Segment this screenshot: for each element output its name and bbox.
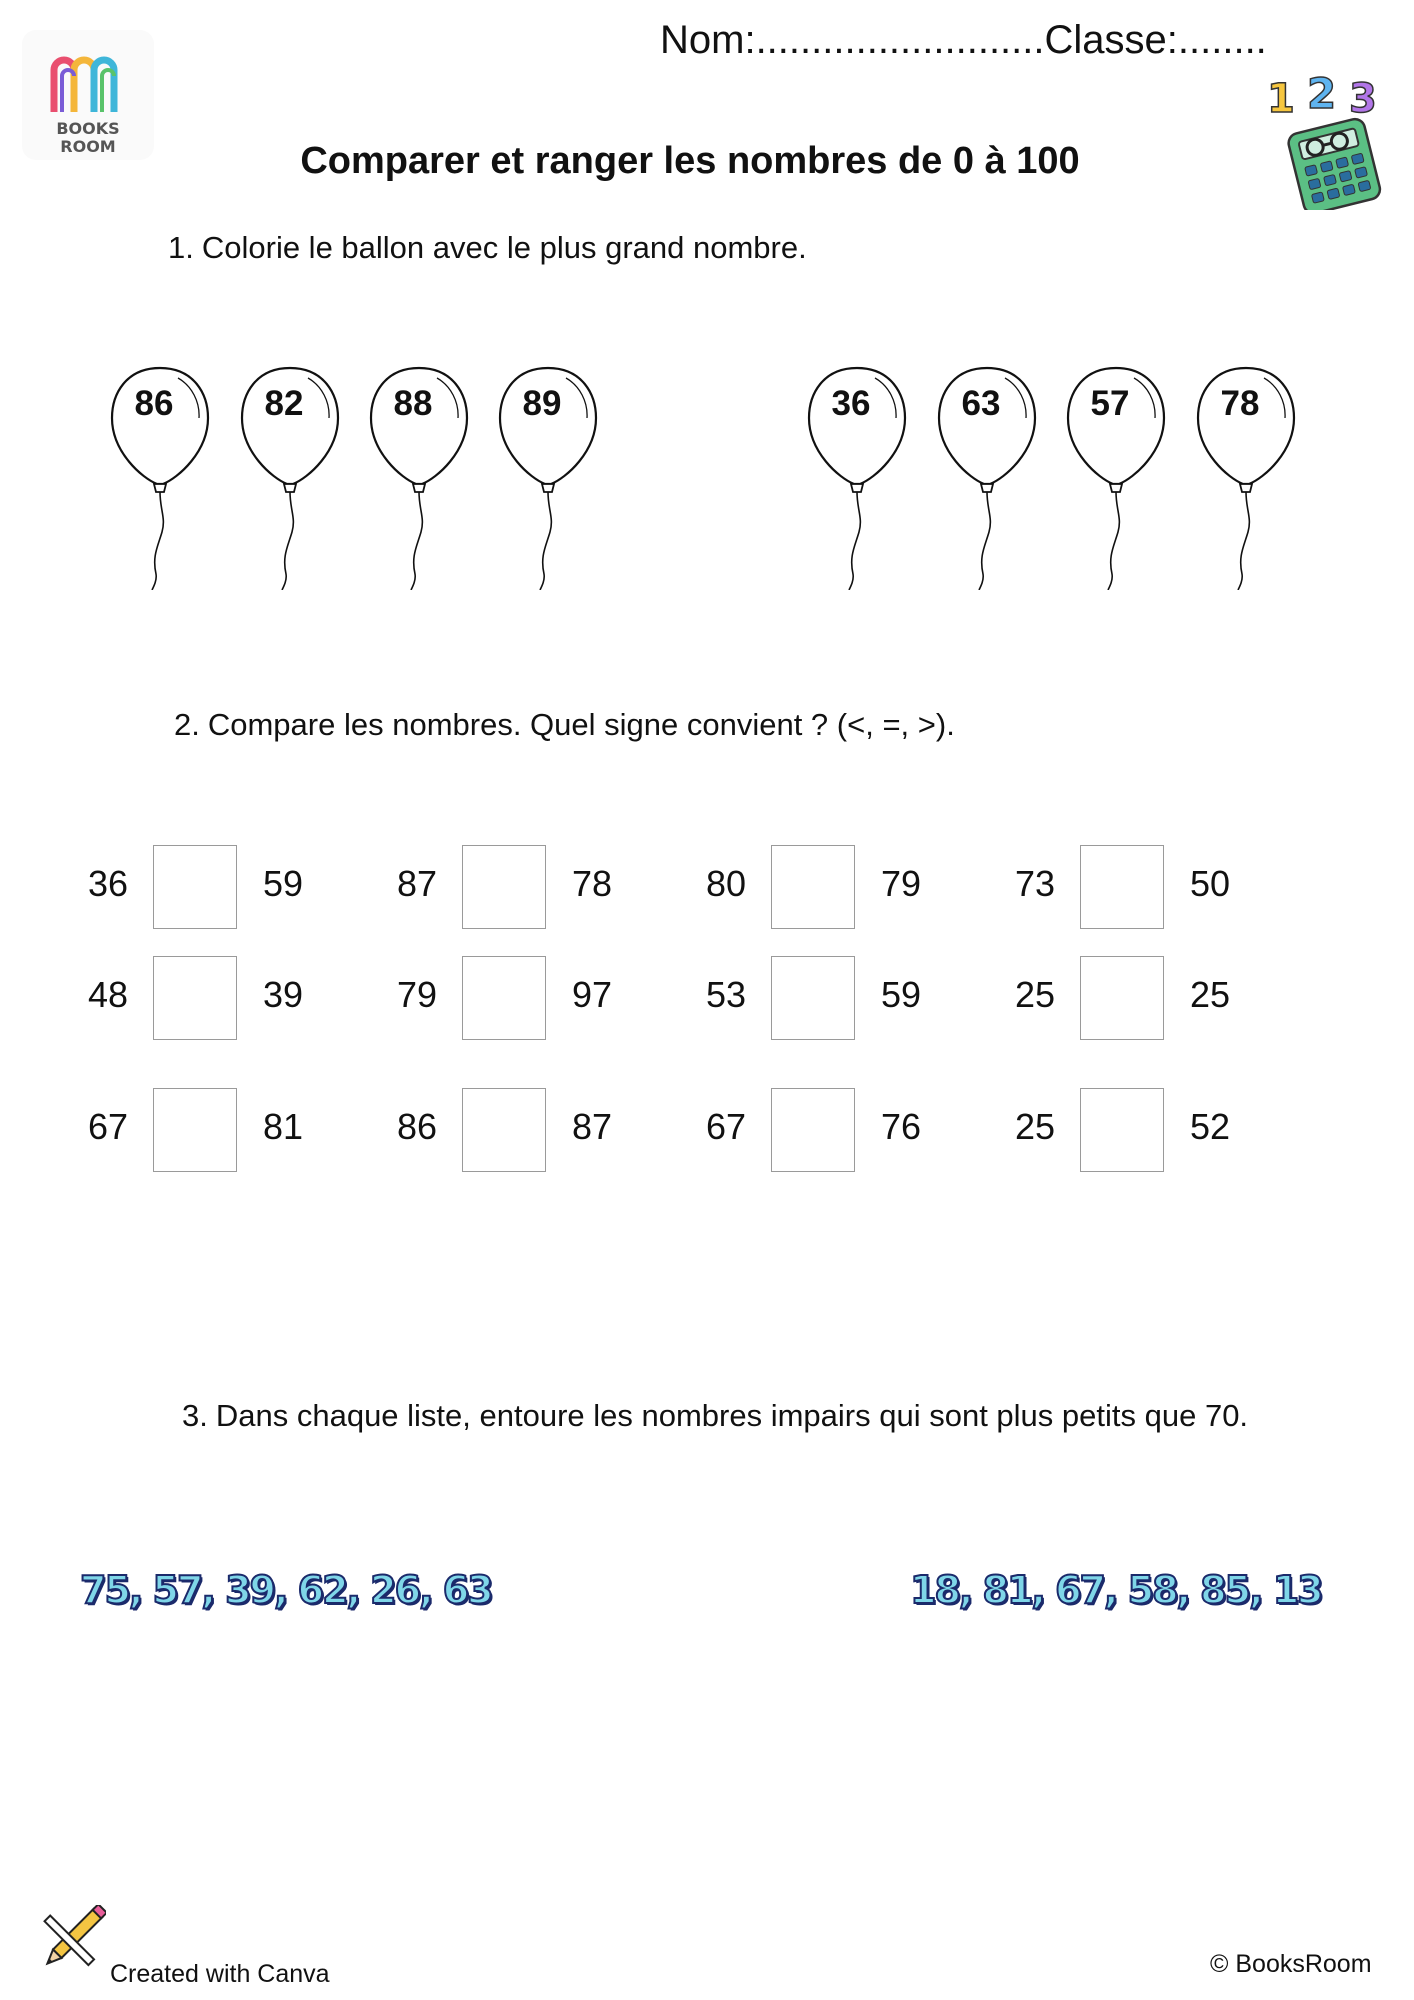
answer-box[interactable] <box>771 956 855 1040</box>
compare-right-number: 79 <box>881 863 922 904</box>
compare-right-number: 50 <box>1190 863 1231 904</box>
question-2-number: 2. <box>174 707 200 742</box>
logo-text-room: ROOM <box>60 137 116 156</box>
compare-left-number: 80 <box>706 863 747 904</box>
compare-right-number: 39 <box>263 974 304 1015</box>
compare-left-number: 25 <box>1015 1106 1056 1147</box>
answer-box[interactable] <box>771 845 855 929</box>
balloon-left-1[interactable] <box>108 360 212 590</box>
name-class-line: Nom:..........................Classe:........ <box>660 18 1267 62</box>
answer-box[interactable] <box>462 1088 546 1172</box>
compare-right-number: 81 <box>263 1106 304 1147</box>
balloon-right-3[interactable] <box>1064 360 1168 590</box>
pencil-icon <box>34 1905 106 1977</box>
compare-left-number: 87 <box>397 863 438 904</box>
compare-item <box>397 956 697 1042</box>
question-3-text: Dans chaque liste, entoure les nombres impairs qui sont plus petits que 70. <box>215 1398 1249 1433</box>
calc-digit-3: 3 <box>1349 76 1377 122</box>
question-2-text: Compare les nombres. Quel signe convient ? (<, =, >). <box>207 707 955 742</box>
question-1 <box>168 230 807 266</box>
compare-item <box>706 845 1006 931</box>
compare-item <box>1015 1088 1315 1174</box>
answer-box[interactable] <box>1080 956 1164 1040</box>
question-1-number: 1. <box>168 230 194 265</box>
compare-right-number: 59 <box>263 863 304 904</box>
compare-right-number: 25 <box>1190 974 1231 1015</box>
calc-digit-2: 2 <box>1307 70 1337 118</box>
balloon-number: 78 <box>1220 384 1260 423</box>
compare-right-number: 97 <box>572 974 613 1015</box>
compare-item <box>88 956 388 1042</box>
question-1-text: Colorie le ballon avec le plus grand nombre. <box>201 230 807 265</box>
balloon-number: 82 <box>264 384 304 423</box>
compare-left-number: 67 <box>88 1106 129 1147</box>
logo-text-books: BOOKS <box>56 119 120 138</box>
compare-left-number: 67 <box>706 1106 747 1147</box>
compare-left-number: 36 <box>88 863 129 904</box>
answer-box[interactable] <box>153 1088 237 1172</box>
balloon-number: 86 <box>134 384 174 423</box>
page-title: Comparer et ranger les nombres de 0 à 100 <box>300 140 1080 182</box>
compare-left-number: 73 <box>1015 863 1056 904</box>
compare-item <box>706 1088 1006 1174</box>
footer-canva-text: Created with Canva <box>110 1960 330 1988</box>
answer-box[interactable] <box>153 845 237 929</box>
compare-item <box>397 845 697 931</box>
balloon-left-2[interactable] <box>238 360 342 590</box>
compare-left-number: 48 <box>88 974 129 1015</box>
balloon-left-3[interactable] <box>367 360 471 590</box>
footer-copyright: © BooksRoom <box>1210 1950 1372 1978</box>
answer-box[interactable] <box>462 845 546 929</box>
answer-box[interactable] <box>1080 845 1164 929</box>
balloon-right-1[interactable] <box>805 360 909 590</box>
question-2 <box>174 707 955 743</box>
compare-item <box>88 845 388 931</box>
compare-item <box>397 1088 697 1174</box>
compare-left-number: 53 <box>706 974 747 1015</box>
number-list-right: 18, 81, 67, 58, 85, 13 <box>910 1568 1322 1612</box>
compare-item <box>1015 956 1315 1042</box>
number-list-left: 75, 57, 39, 62, 26, 63 <box>80 1568 492 1612</box>
compare-item <box>88 1088 388 1174</box>
compare-left-number: 25 <box>1015 974 1056 1015</box>
compare-left-number: 79 <box>397 974 438 1015</box>
compare-right-number: 52 <box>1190 1106 1231 1147</box>
compare-right-number: 76 <box>881 1106 922 1147</box>
compare-right-number: 87 <box>572 1106 613 1147</box>
question-3 <box>182 1398 1248 1434</box>
balloon-number: 89 <box>522 384 562 423</box>
compare-left-number: 86 <box>397 1106 438 1147</box>
question-3-number: 3. <box>182 1398 208 1433</box>
compare-right-number: 78 <box>572 863 613 904</box>
calc-digit-1: 1 <box>1267 76 1295 122</box>
balloon-right-2[interactable] <box>935 360 1039 590</box>
balloon-number: 63 <box>961 384 1001 423</box>
compare-item <box>706 956 1006 1042</box>
compare-right-number: 59 <box>881 974 922 1015</box>
answer-box[interactable] <box>462 956 546 1040</box>
balloon-number: 36 <box>831 384 871 423</box>
answer-box[interactable] <box>1080 1088 1164 1172</box>
answer-box[interactable] <box>771 1088 855 1172</box>
balloon-number: 57 <box>1090 384 1130 423</box>
compare-item <box>1015 845 1315 931</box>
answer-box[interactable] <box>153 956 237 1040</box>
balloon-right-4[interactable] <box>1194 360 1298 590</box>
balloon-left-4[interactable] <box>496 360 600 590</box>
balloon-number: 88 <box>393 384 433 423</box>
